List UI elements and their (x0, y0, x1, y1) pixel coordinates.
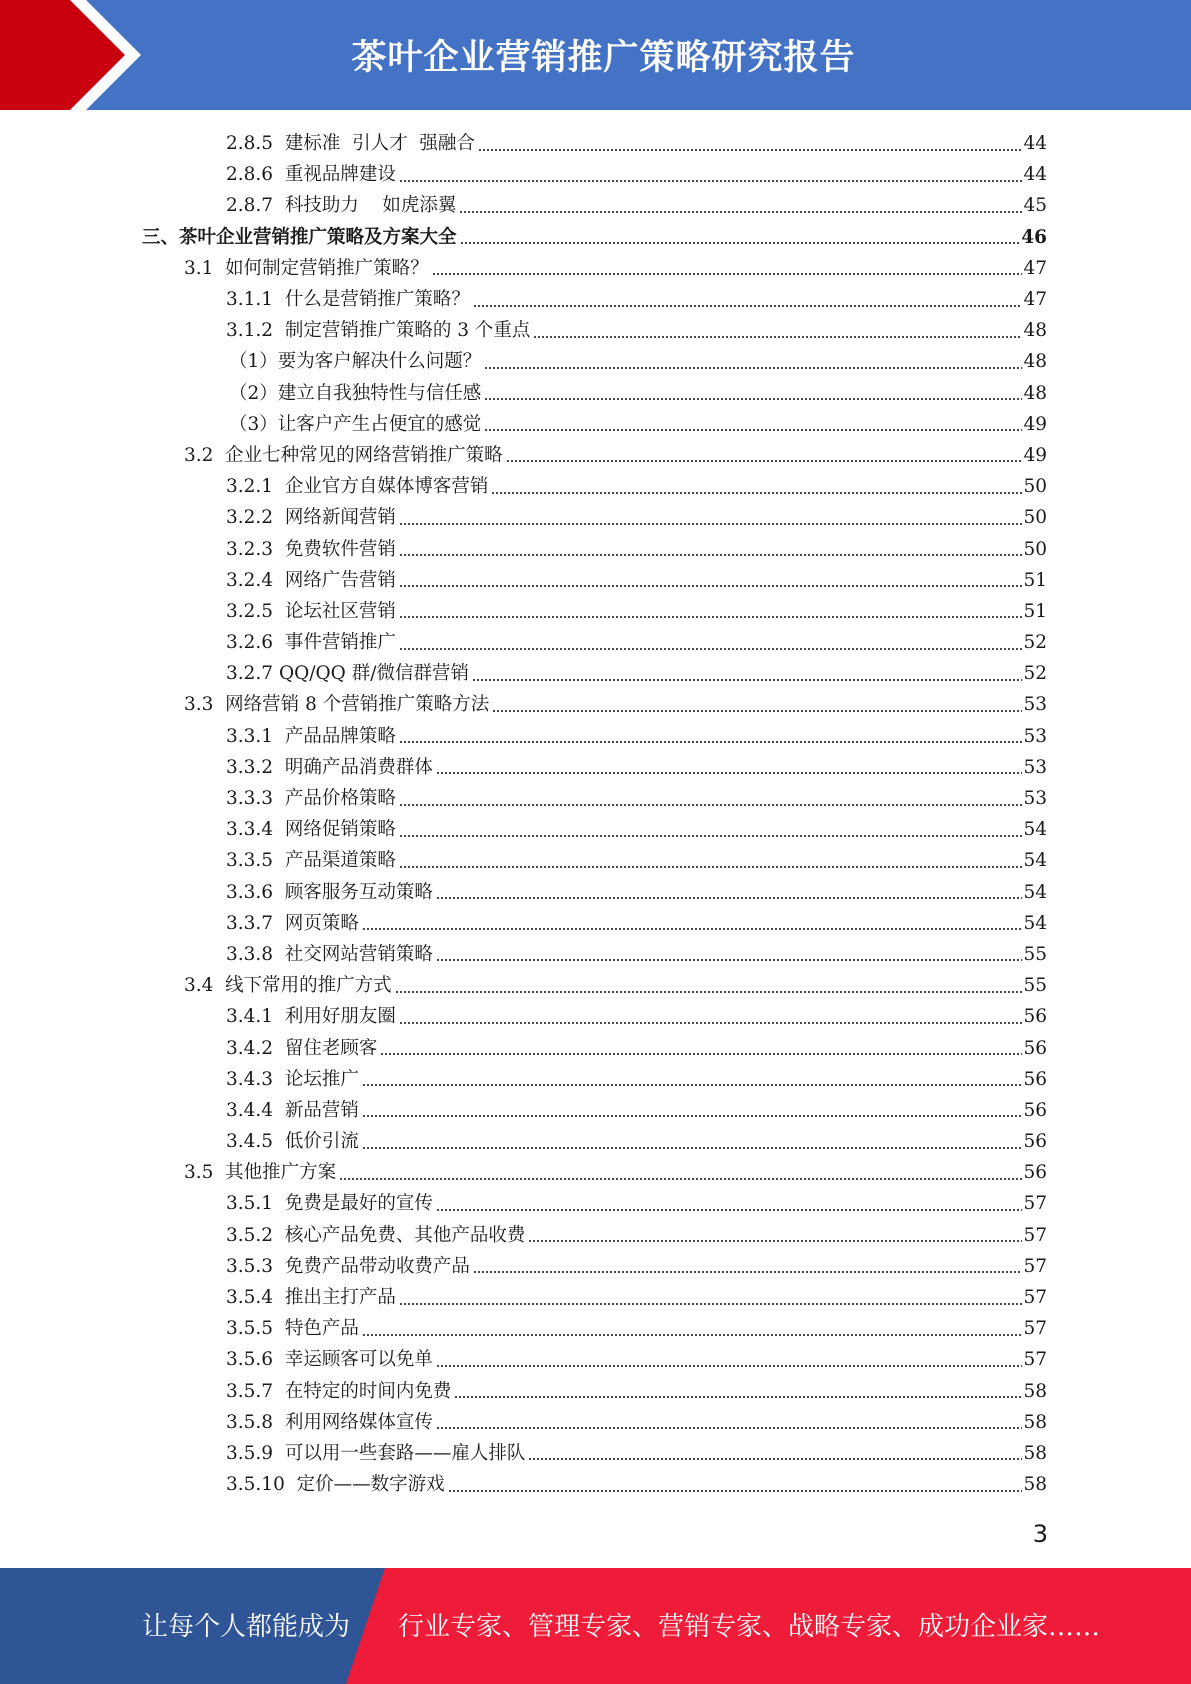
toc-entry[interactable] (226, 502, 1047, 533)
toc-entry-page: 56 (1023, 1068, 1047, 1090)
toc-entry-label: 三、茶叶企业营销推广策略及方案大全 (142, 226, 457, 248)
toc-dot-leader (484, 366, 1022, 370)
toc-dot-leader (436, 896, 1023, 900)
toc-entry-label: 3.5.10 定价——数字游戏 (226, 1474, 445, 1496)
toc-entry[interactable] (226, 845, 1047, 876)
toc-entry-label: 3.5.3 免费产品带动收费产品 (226, 1255, 470, 1277)
toc-entry-label: 2.8.6 重视品牌建设 (226, 164, 396, 186)
toc-entry[interactable] (226, 721, 1047, 752)
toc-entry-label: 3.2.4 网络广告营销 (226, 569, 396, 591)
toc-entry[interactable] (226, 1438, 1047, 1469)
footer-slogan-left: 让每个人都能成为 (142, 1612, 351, 1642)
toc-dot-leader (473, 304, 1023, 308)
toc-entry-page: 54 (1023, 912, 1047, 934)
toc-entry[interactable] (226, 1376, 1047, 1407)
toc-dot-leader (436, 958, 1023, 962)
toc-dot-leader (436, 771, 1023, 775)
toc-entry-page: 45 (1023, 195, 1047, 217)
toc-dot-leader (399, 553, 1023, 557)
toc-entry[interactable] (226, 939, 1047, 970)
toc-dot-leader (362, 927, 1023, 931)
toc-entry-label: 3.4.1 利用好朋友圈 (226, 1006, 396, 1028)
toc-entry[interactable] (226, 783, 1047, 814)
toc-entry[interactable] (226, 1469, 1047, 1500)
toc-entry-label: 3.5.2 核心产品免费、其他产品收费 (226, 1224, 526, 1246)
toc-entry[interactable] (226, 877, 1047, 908)
toc-entry-label: 3.1 如何制定营销推广策略？ (184, 257, 429, 279)
toc-entry[interactable] (226, 627, 1047, 658)
toc-entry-label: 3.3.5 产品渠道策略 (226, 850, 396, 872)
toc-dot-leader (533, 335, 1022, 339)
toc-entry-label: 3.3.4 网络促销策略 (226, 819, 396, 841)
toc-entry-label: 3.3 网络营销 8 个营销推广策略方法 (184, 694, 490, 716)
toc-entry-page: 52 (1023, 663, 1047, 685)
toc-entry-label: 3.4.4 新品营销 (226, 1099, 359, 1121)
toc-entry[interactable] (226, 814, 1047, 845)
page-number: 3 (1032, 1520, 1048, 1548)
toc-entry-page: 56 (1023, 1006, 1047, 1028)
toc-entry[interactable] (226, 1032, 1047, 1063)
toc-entry-label: 3.2.1 企业官方自媒体博客营销 (226, 476, 489, 498)
toc-dot-leader (478, 148, 1023, 152)
toc-entry-label: 3.4.5 低价引流 (226, 1131, 359, 1153)
toc-entry-page: 48 (1023, 320, 1047, 342)
page-header (0, 0, 1191, 110)
toc-entry-label: 3.4.3 论坛推广 (226, 1068, 359, 1090)
toc-dot-leader (448, 1489, 1023, 1493)
toc-dot-leader (473, 1270, 1023, 1274)
toc-entry[interactable] (226, 1313, 1047, 1344)
toc-dot-leader (460, 241, 1021, 245)
toc-entry-page: 57 (1023, 1318, 1047, 1340)
toc-entry-page: 55 (1023, 975, 1047, 997)
toc-dot-leader (432, 272, 1023, 276)
toc-dot-leader (362, 1114, 1023, 1118)
toc-entry-label: （1）要为客户解决什么问题？ (229, 351, 482, 373)
toc-entry-page: 58 (1023, 1411, 1047, 1433)
toc-entry-page: 54 (1023, 881, 1047, 903)
toc-entry[interactable] (226, 1001, 1047, 1032)
toc-dot-leader (399, 865, 1023, 869)
toc-entry-label: 3.5 其他推广方案 (184, 1162, 337, 1184)
toc-dot-leader (362, 1146, 1023, 1150)
toc-entry-page: 55 (1023, 943, 1047, 965)
toc-entry[interactable] (184, 689, 1047, 720)
toc-entry-label: 3.2 企业七种常见的网络营销推广策略 (184, 444, 503, 466)
toc-entry-page: 58 (1023, 1442, 1047, 1464)
toc-dot-leader (436, 1208, 1023, 1212)
toc-dot-leader (436, 1426, 1023, 1430)
toc-entry-page: 53 (1023, 788, 1047, 810)
toc-dot-leader (492, 709, 1022, 713)
toc-entry-label: 3.2.6 事件营销推广 (226, 632, 396, 654)
table-of-contents (0, 128, 1191, 1500)
toc-entry-page: 58 (1023, 1380, 1047, 1402)
toc-entry[interactable] (226, 596, 1047, 627)
toc-dot-leader (362, 1083, 1023, 1087)
toc-entry[interactable] (226, 533, 1047, 564)
toc-entry[interactable] (184, 440, 1047, 471)
toc-entry-page: 49 (1023, 444, 1047, 466)
toc-dot-leader (399, 1021, 1023, 1025)
toc-entry[interactable] (229, 346, 1047, 377)
toc-entry[interactable] (226, 159, 1047, 190)
toc-entry[interactable] (226, 1188, 1047, 1219)
toc-dot-leader (339, 1177, 1022, 1181)
toc-dot-leader (528, 1239, 1022, 1243)
toc-entry-label: 3.3.2 明确产品消费群体 (226, 756, 433, 778)
toc-entry[interactable] (229, 409, 1047, 440)
toc-entry-page: 53 (1023, 725, 1047, 747)
toc-entry-label: 3.3.7 网页策略 (226, 912, 359, 934)
toc-entry-page: 56 (1023, 1037, 1047, 1059)
toc-dot-leader (399, 615, 1023, 619)
toc-entry-label: 3.2.3 免费软件营销 (226, 538, 396, 560)
toc-entry[interactable] (184, 970, 1047, 1001)
toc-entry-label: 3.3.3 产品价格策略 (226, 788, 396, 810)
toc-entry-page: 51 (1023, 600, 1047, 622)
toc-dot-leader (454, 1395, 1022, 1399)
toc-dot-leader (399, 1302, 1023, 1306)
toc-entry-label: 3.5.6 幸运顾客可以免单 (226, 1349, 433, 1371)
toc-entry[interactable] (226, 752, 1047, 783)
toc-entry[interactable] (226, 658, 1047, 689)
toc-entry[interactable] (226, 284, 1047, 315)
toc-entry[interactable] (184, 1157, 1047, 1188)
toc-entry-page: 57 (1023, 1255, 1047, 1277)
toc-entry-page: 54 (1023, 850, 1047, 872)
toc-entry[interactable] (226, 1220, 1047, 1251)
toc-entry-label: 2.8.7 科技助力 如虎添翼 (226, 195, 457, 217)
toc-dot-leader (472, 678, 1022, 682)
toc-entry-page: 57 (1023, 1287, 1047, 1309)
toc-dot-leader (528, 1457, 1022, 1461)
report-title: 茶叶企业营销推广策略研究报告 (351, 38, 856, 78)
toc-entry[interactable] (226, 1126, 1047, 1157)
toc-entry-page: 48 (1023, 351, 1047, 373)
toc-entry-page: 47 (1023, 257, 1047, 279)
toc-entry-page: 56 (1023, 1131, 1047, 1153)
toc-entry-label: 3.5.1 免费是最好的宣传 (226, 1193, 433, 1215)
toc-entry-label: 3.1.2 制定营销推广策略的 3 个重点 (226, 320, 531, 342)
toc-entry[interactable] (184, 253, 1047, 284)
toc-entry-label: 3.2.5 论坛社区营销 (226, 600, 396, 622)
toc-entry[interactable] (226, 190, 1047, 221)
toc-dot-leader (459, 210, 1022, 214)
toc-entry-page: 50 (1023, 507, 1047, 529)
toc-entry-page: 57 (1023, 1349, 1047, 1371)
toc-dot-leader (484, 397, 1022, 401)
toc-entry-page: 49 (1023, 413, 1047, 435)
toc-entry[interactable] (226, 1251, 1047, 1282)
toc-entry-label: 2.8.5 建标准 引人才 强融合 (226, 133, 475, 155)
toc-entry[interactable] (226, 1064, 1047, 1095)
toc-entry-label: 3.4 线下常用的推广方式 (184, 975, 392, 997)
toc-entry-label: 3.5.4 推出主打产品 (226, 1287, 396, 1309)
toc-entry-label: 3.5.8 利用网络媒体宣传 (226, 1411, 433, 1433)
toc-entry-label: 3.5.9 可以用一些套路——雇人排队 (226, 1442, 526, 1464)
toc-dot-leader (380, 1052, 1022, 1056)
toc-entry[interactable] (226, 1407, 1047, 1438)
toc-dot-leader (362, 1333, 1023, 1337)
toc-dot-leader (484, 428, 1022, 432)
toc-entry-page: 48 (1023, 382, 1047, 404)
toc-dot-leader (399, 179, 1023, 183)
toc-entry-page: 52 (1023, 632, 1047, 654)
toc-dot-leader (491, 491, 1022, 495)
toc-dot-leader (399, 740, 1023, 744)
toc-entry-label: （2）建立自我独特性与信任感 (229, 382, 482, 404)
toc-entry-label: 3.2.7 QQ/QQ 群/微信群营销 (226, 663, 469, 685)
toc-entry-page: 57 (1023, 1193, 1047, 1215)
toc-entry-page: 50 (1023, 476, 1047, 498)
toc-entry-page: 44 (1023, 164, 1047, 186)
page-footer (0, 1568, 1191, 1684)
toc-entry-label: 3.3.6 顾客服务互动策略 (226, 881, 433, 903)
toc-dot-leader (399, 647, 1023, 651)
toc-entry-label: 3.4.2 留住老顾客 (226, 1037, 378, 1059)
toc-entry-page: 56 (1023, 1162, 1047, 1184)
toc-entry-label: 3.5.7 在特定的时间内免费 (226, 1380, 452, 1402)
toc-entry[interactable] (226, 128, 1047, 159)
toc-dot-leader (399, 803, 1023, 807)
toc-entry-page: 56 (1023, 1099, 1047, 1121)
toc-dot-leader (395, 990, 1023, 994)
toc-dot-leader (399, 584, 1023, 588)
toc-entry-page: 50 (1023, 538, 1047, 560)
toc-entry[interactable] (226, 471, 1047, 502)
toc-entry-label: 3.3.1 产品品牌策略 (226, 725, 396, 747)
toc-entry-page: 58 (1023, 1474, 1047, 1496)
toc-entry-label: 3.5.5 特色产品 (226, 1318, 359, 1340)
toc-entry-page: 51 (1023, 569, 1047, 591)
footer-slogan-right: 行业专家、管理专家、营销专家、战略专家、成功企业家…… (398, 1612, 1101, 1642)
toc-entry-page: 57 (1023, 1224, 1047, 1246)
toc-entry-page: 54 (1023, 819, 1047, 841)
toc-entry[interactable] (142, 222, 1047, 253)
toc-entry-page: 44 (1023, 133, 1047, 155)
toc-entry[interactable] (226, 1095, 1047, 1126)
toc-entry[interactable] (229, 378, 1047, 409)
toc-entry-page: 47 (1023, 289, 1047, 311)
toc-entry-label: 3.2.2 网络新闻营销 (226, 507, 396, 529)
toc-entry[interactable] (226, 908, 1047, 939)
toc-entry[interactable] (226, 565, 1047, 596)
toc-entry-label: （3）让客户产生占便宜的感觉 (229, 413, 482, 435)
toc-entry-page: 46 (1021, 226, 1047, 248)
toc-entry-page: 53 (1023, 756, 1047, 778)
toc-entry-label: 3.1.1 什么是营销推广策略？ (226, 289, 470, 311)
toc-entry-page: 53 (1023, 694, 1047, 716)
toc-entry[interactable] (226, 1282, 1047, 1313)
toc-dot-leader (436, 1364, 1023, 1368)
toc-dot-leader (506, 459, 1023, 463)
toc-entry[interactable] (226, 315, 1047, 346)
toc-entry[interactable] (226, 1344, 1047, 1375)
toc-dot-leader (399, 522, 1023, 526)
toc-dot-leader (399, 834, 1023, 838)
toc-entry-label: 3.3.8 社交网站营销策略 (226, 943, 433, 965)
